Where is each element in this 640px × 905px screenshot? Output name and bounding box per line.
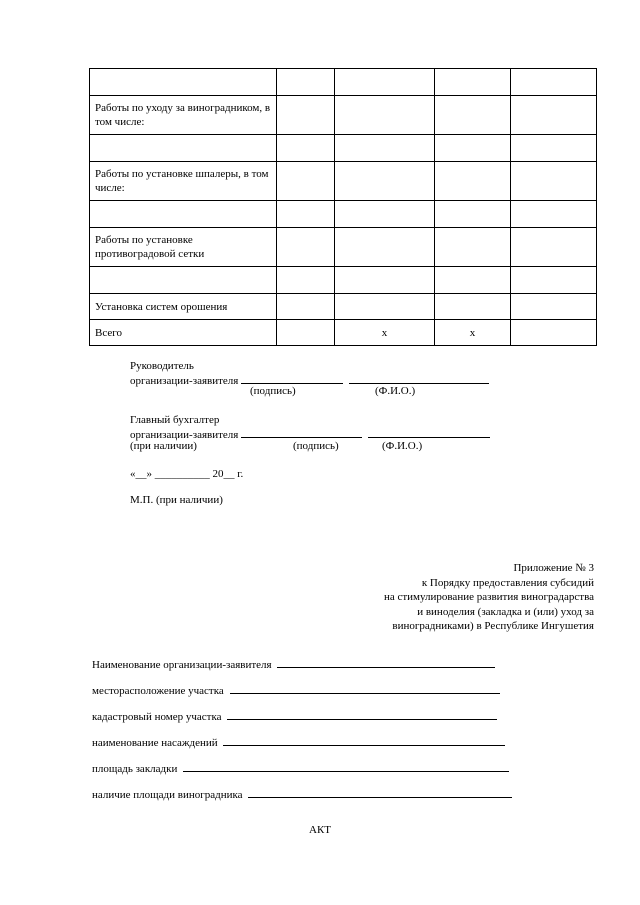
accountant-fio-caption: (Ф.И.О.) [382,440,423,452]
field-label: кадастровый номер участка [92,711,222,723]
field-line[interactable] [277,657,495,668]
field-line[interactable] [230,683,500,694]
table-row [90,69,597,96]
table-cell [277,135,335,162]
table-cell [277,320,335,346]
field-vineyard-area [92,787,512,802]
appendix-line: к Порядку предоставления субсидий [421,576,594,589]
table-cell [277,69,335,96]
table-cell [335,267,435,294]
table-cell [277,228,335,267]
table-cell [335,162,435,201]
table-cell [511,135,597,162]
table-cell [277,294,335,320]
accountant-title: Главный бухгалтер [130,414,220,426]
row-label: Работы по уходу за виноградником, в том числе: [90,96,277,135]
table-cell [335,135,435,162]
field-label: месторасположение участка [92,685,224,697]
appendix-line: Приложение № 3 [513,562,594,574]
field-label: наличие площади виноградника [92,789,243,801]
accountant-sign-field [241,427,362,438]
head-title: Руководитель [130,360,194,372]
table-row [90,320,597,346]
head-org-label: организации-заявителя [130,375,239,387]
head-sign-caption: (подпись) [250,385,296,397]
table-cell [511,267,597,294]
table-cell [511,294,597,320]
table-cell [435,201,511,228]
field-label: наименование насаждений [92,737,218,749]
table-cell [511,162,597,201]
row-label: Работы по установке противоградовой сетки [90,228,277,267]
table-cell [435,294,511,320]
row-label [90,135,277,162]
table-cell [335,69,435,96]
field-area [92,761,509,776]
table-cell: x [335,320,435,346]
row-label [90,267,277,294]
table-row [90,162,597,201]
table-cell [511,320,597,346]
table-cell [435,135,511,162]
appendix-line: и виноделия (закладка и (или) уход за [417,605,594,618]
field-label: площадь закладки [92,763,178,775]
appendix-header [384,561,594,634]
table-cell [511,69,597,96]
table-cell [435,96,511,135]
table-row [90,135,597,162]
table-cell [511,96,597,135]
accountant-note: (при наличии) [130,440,197,452]
field-line[interactable] [183,761,509,772]
table-cell [277,201,335,228]
table-row [90,294,597,320]
act-title: АКТ [309,824,331,836]
table-cell [435,267,511,294]
table-cell [335,201,435,228]
field-location [92,683,500,698]
accountant-org-label: организации-заявителя [130,429,239,441]
table-cell [335,96,435,135]
row-label [90,69,277,96]
field-plantings [92,735,505,750]
field-line[interactable] [227,709,497,720]
row-label: Всего [90,320,277,346]
head-sign-field [241,373,343,384]
table-row [90,267,597,294]
date-line: «__» __________ 20__ г. [130,468,244,480]
appendix-line: на стимулирование развития виноградарства [383,591,594,604]
table-cell [511,201,597,228]
accountant-fio-field [368,427,490,438]
field-cadastral [92,709,497,724]
table-cell [435,228,511,267]
field-org-name [92,657,495,672]
field-label: Наименование организации-заявителя [92,659,272,671]
field-line[interactable] [223,735,505,746]
row-label: Установка систем орошения [90,294,277,320]
table-row [90,96,597,135]
field-line[interactable] [248,787,512,798]
table-cell [277,162,335,201]
accountant-sign-caption: (подпись) [293,440,339,452]
table-cell [511,228,597,267]
table-cell [277,96,335,135]
row-label: Работы по установке шпалеры, в том числе: [90,162,277,201]
table-cell [435,69,511,96]
head-fio-caption: (Ф.И.О.) [375,385,416,397]
table-row [90,201,597,228]
row-label [90,201,277,228]
table-cell [335,228,435,267]
table-cell [435,162,511,201]
table-cell [335,294,435,320]
table-cell [277,267,335,294]
head-org-line [130,373,489,388]
table-row [90,228,597,267]
stamp-note: М.П. (при наличии) [130,494,223,506]
head-fio-field [349,373,489,384]
table-cell: x [435,320,511,346]
cost-table [89,68,597,346]
appendix-line: виноградниками) в Республике Ингушетия [392,620,594,633]
